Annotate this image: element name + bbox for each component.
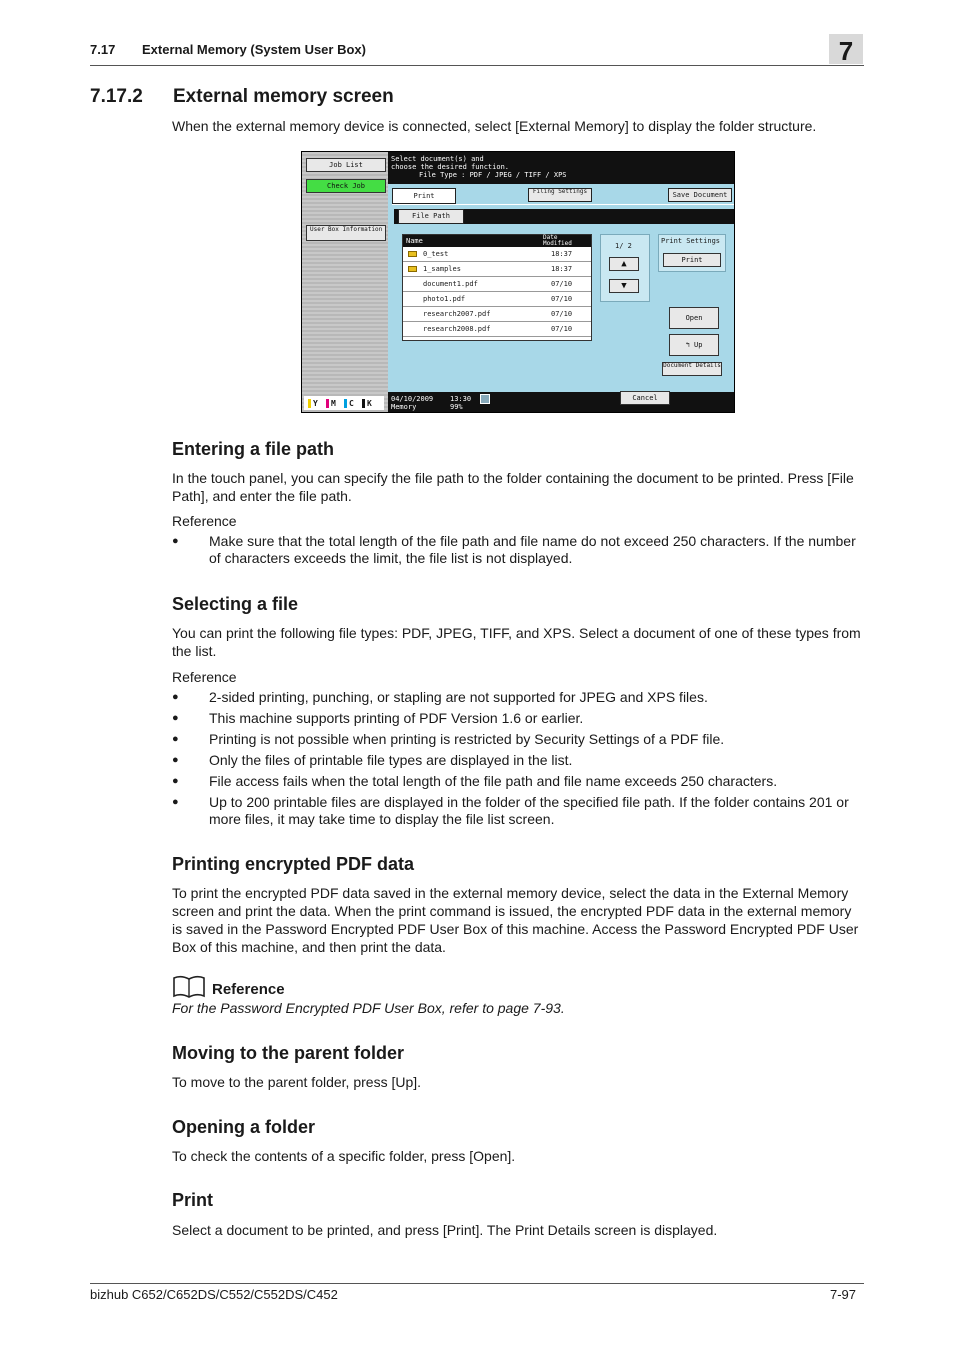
intro-paragraph: When the external memory device is connected, select [External Memory] to display the folder structure. bbox=[172, 118, 817, 134]
file-list-header bbox=[403, 235, 591, 247]
status-memory-label: Memory bbox=[391, 403, 417, 411]
status-memory-value: 99% bbox=[450, 403, 463, 411]
status-time: 13:30 bbox=[450, 395, 472, 403]
toner-label: M bbox=[331, 399, 336, 408]
file-date: 18:37 bbox=[551, 265, 573, 273]
scroll-down-button[interactable] bbox=[609, 279, 639, 293]
file-name: photo1.pdf bbox=[423, 295, 466, 303]
document-details-button[interactable]: Document Details bbox=[662, 362, 722, 376]
file-name: 1_samples bbox=[423, 265, 461, 273]
bullet-text: File access fails when the total length of the file path and file name exceeds 250 characters. bbox=[209, 773, 778, 789]
reference-text-post: . bbox=[560, 1000, 565, 1016]
open-button[interactable]: Open bbox=[669, 307, 719, 329]
status-bar bbox=[388, 392, 734, 412]
message-line-1: Select document(s) and bbox=[391, 155, 484, 163]
reference-text-pre: For the Password Encrypted PDF User Box, refer to page bbox=[172, 1000, 533, 1016]
footer-product: bizhub C652/C652DS/C552/C552DS/C452 bbox=[90, 1287, 338, 1302]
encrypted-paragraph: To print the encrypted PDF data saved in the external memory device, select the data in the External Memory screen and print the data. When the print command is issued, the encrypted PDF data in the external memory is saved in the Password Encrypted PDF User Box of this machine. Access the Password Encrypted PDF User Box of this machine, and then print the data. bbox=[172, 885, 859, 955]
up-label: Up bbox=[694, 341, 703, 349]
bullet-icon: ● bbox=[172, 691, 179, 703]
column-date-modified: Date Modified bbox=[543, 234, 572, 247]
print-settings-box bbox=[658, 234, 726, 272]
up-arrow-icon: ↰ bbox=[685, 341, 690, 349]
arrow-down-icon: ▼ bbox=[621, 281, 627, 291]
file-name: document1.pdf bbox=[423, 280, 478, 288]
table-row[interactable] bbox=[403, 277, 591, 292]
select-file-paragraph: You can print the following file types: PDF, JPEG, TIFF, and XPS. Select a document of one of these types from the list. bbox=[172, 625, 861, 659]
footer-page-number: 7-97 bbox=[830, 1287, 857, 1302]
page-title bbox=[90, 86, 394, 108]
table-row[interactable] bbox=[403, 262, 591, 277]
footer-rule bbox=[90, 1283, 864, 1284]
open-folder-paragraph: To check the contents of a specific folder, press [Open]. bbox=[172, 1148, 516, 1164]
table-row[interactable] bbox=[403, 307, 591, 322]
table-row[interactable] bbox=[403, 292, 591, 307]
print-settings-label: Print Settings bbox=[661, 237, 721, 245]
file-date: 07/10 bbox=[551, 280, 573, 288]
bullet-text: Make sure that the total length of the file path and file name do not exceed 250 characters. If the number of characters exceeds the limit, the file list is not displayed. bbox=[209, 533, 856, 566]
arrow-up-icon: ▲ bbox=[621, 259, 627, 269]
toner-bar bbox=[326, 399, 329, 408]
list-item bbox=[172, 794, 862, 830]
toner-bar bbox=[362, 399, 365, 408]
status-date: 04/10/2009 bbox=[391, 395, 434, 403]
header-section-title: External Memory (System User Box) bbox=[142, 42, 366, 57]
message-line-3: File Type : PDF / JPEG / TIFF / XPS bbox=[419, 171, 567, 179]
job-list-button[interactable]: Job List bbox=[306, 158, 386, 172]
scroll-up-button[interactable] bbox=[609, 257, 639, 271]
table-row[interactable] bbox=[403, 322, 591, 337]
running-header bbox=[90, 42, 366, 57]
usb-memory-icon bbox=[480, 394, 490, 404]
bullet-icon: ● bbox=[172, 775, 179, 787]
user-box-information-button[interactable]: User Box Information bbox=[306, 225, 386, 241]
bullet-text: Up to 200 printable files are displayed in the folder of the specified file path. If the folder contains 201 or more files, it may take time to display the file list screen. bbox=[209, 794, 849, 827]
header-section-number: 7.17 bbox=[90, 42, 116, 57]
toner-label: Y bbox=[313, 399, 318, 408]
file-list bbox=[402, 234, 592, 341]
reference-text bbox=[172, 999, 862, 1017]
file-date: 07/10 bbox=[551, 295, 573, 303]
file-date: 07/10 bbox=[551, 310, 573, 318]
folder-icon bbox=[408, 251, 417, 257]
tab-filing-settings[interactable]: Filing Settings bbox=[528, 188, 592, 202]
message-area bbox=[388, 152, 734, 184]
bullet-icon: ● bbox=[172, 712, 179, 724]
bullet-icon: ● bbox=[172, 754, 179, 766]
toner-bar bbox=[308, 399, 311, 408]
bullet-icon: ● bbox=[172, 733, 179, 745]
title-text: External memory screen bbox=[173, 86, 394, 107]
pager bbox=[600, 234, 650, 302]
bullet-text: Only the files of printable file types are displayed in the list. bbox=[209, 752, 573, 768]
file-date: 07/10 bbox=[551, 325, 573, 333]
reference-page-link[interactable]: 7-93 bbox=[532, 1000, 561, 1016]
heading-print: Print bbox=[172, 1190, 214, 1210]
toner-indicator bbox=[304, 396, 384, 410]
toner-label: K bbox=[367, 399, 372, 408]
file-path-button[interactable]: File Path bbox=[398, 209, 464, 224]
header-rule bbox=[90, 65, 864, 66]
toner-label: C bbox=[349, 399, 354, 408]
file-name: 0_test bbox=[423, 250, 449, 258]
print-button[interactable]: Print bbox=[663, 253, 721, 267]
up-button[interactable] bbox=[669, 334, 719, 356]
check-job-button[interactable]: Check Job bbox=[306, 179, 386, 193]
column-name: Name bbox=[406, 237, 423, 245]
title-number: 7.17.2 bbox=[90, 86, 143, 107]
message-line-2: choose the desired function. bbox=[391, 163, 510, 171]
heading-moving-parent-folder: Moving to the parent folder bbox=[172, 1043, 404, 1063]
file-path-reference-label: Reference bbox=[172, 513, 237, 529]
folder-icon bbox=[408, 266, 417, 272]
heading-printing-encrypted-pdf: Printing encrypted PDF data bbox=[172, 854, 415, 874]
reference-heading: Reference bbox=[212, 981, 285, 998]
file-name: research2007.pdf bbox=[423, 310, 491, 318]
toner-bar bbox=[344, 399, 347, 408]
book-reference-icon bbox=[172, 974, 206, 998]
heading-selecting-file: Selecting a file bbox=[172, 594, 299, 614]
bullet-text: 2-sided printing, punching, or stapling are not supported for JPEG and XPS files. bbox=[209, 689, 708, 705]
heading-entering-file-path: Entering a file path bbox=[172, 439, 335, 459]
bullet-icon: ● bbox=[172, 535, 179, 547]
page-indicator: 1/ 2 bbox=[615, 242, 632, 250]
parent-folder-paragraph: To move to the parent folder, press [Up]. bbox=[172, 1074, 422, 1090]
bullet-text: This machine supports printing of PDF Version 1.6 or earlier. bbox=[209, 710, 584, 726]
select-file-reference-label: Reference bbox=[172, 669, 237, 685]
save-document-button[interactable]: Save Document bbox=[668, 188, 732, 202]
tab-print[interactable]: Print bbox=[392, 188, 456, 204]
file-name: research2008.pdf bbox=[423, 325, 491, 333]
print-paragraph: Select a document to be printed, and press [Print]. The Print Details screen is displayed. bbox=[172, 1222, 718, 1238]
file-date: 18:37 bbox=[551, 250, 573, 258]
table-row[interactable] bbox=[403, 247, 591, 262]
bullet-text: Printing is not possible when printing is restricted by Security Settings of a PDF file. bbox=[209, 731, 725, 747]
external-memory-screenshot bbox=[301, 151, 735, 413]
file-path-paragraph: In the touch panel, you can specify the file path to the folder containing the document to be printed. Press [File Path], and enter the file path. bbox=[172, 470, 854, 504]
heading-opening-folder: Opening a folder bbox=[172, 1117, 316, 1137]
cancel-button[interactable]: Cancel bbox=[620, 391, 670, 405]
list-item bbox=[172, 533, 862, 569]
chapter-number: 7 bbox=[829, 34, 863, 64]
bullet-icon: ● bbox=[172, 796, 179, 808]
